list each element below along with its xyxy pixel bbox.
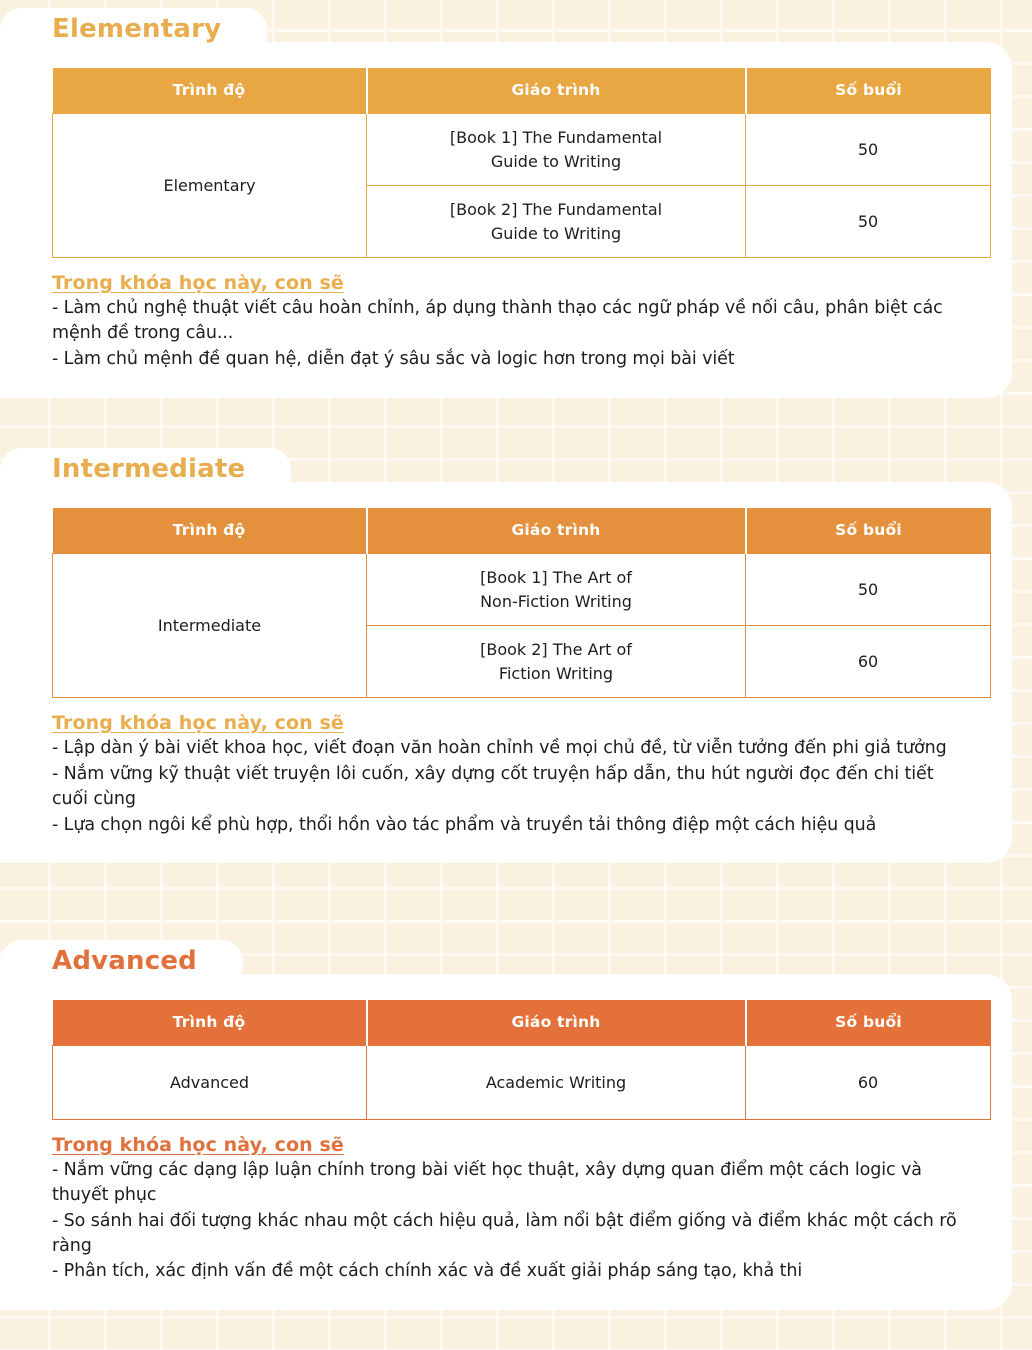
column-header-curriculum: Giáo trình bbox=[367, 1000, 746, 1046]
cell-curriculum bbox=[367, 114, 746, 186]
notes-list bbox=[52, 296, 970, 372]
curriculum-line-2: Fiction Writing bbox=[498, 663, 614, 683]
cell-curriculum bbox=[367, 186, 746, 258]
column-header-level: Trình độ bbox=[53, 508, 367, 554]
card-intermediate bbox=[0, 482, 1012, 864]
notes-list bbox=[52, 1158, 970, 1284]
cell-level: Intermediate bbox=[53, 554, 367, 698]
notes-intermediate bbox=[52, 712, 970, 837]
note-item: - Làm chủ nghệ thuật viết câu hoàn chỉnh, áp dụng thành thạo các ngữ pháp về nối câu, phân biệt các mệnh đề trong câu... bbox=[52, 298, 943, 343]
notes-heading: Trong khóa học này, con sẽ bbox=[52, 712, 344, 734]
note-item: - So sánh hai đối tượng khác nhau một cách hiệu quả, làm nổi bật điểm giống và điểm khác một cách rõ ràng bbox=[52, 1210, 957, 1256]
section-title-advanced: Advanced bbox=[52, 946, 197, 976]
notes-heading: Trong khóa học này, con sẽ bbox=[52, 272, 344, 294]
cell-level: Advanced bbox=[53, 1046, 367, 1120]
notes-advanced bbox=[52, 1134, 970, 1284]
column-header-sessions: Số buổi bbox=[746, 68, 991, 114]
column-header-curriculum: Giáo trình bbox=[367, 68, 746, 114]
column-header-curriculum: Giáo trình bbox=[367, 508, 746, 554]
cell-level: Elementary bbox=[53, 114, 367, 258]
notes-elementary bbox=[52, 272, 970, 372]
cell-curriculum bbox=[367, 626, 746, 698]
curriculum-line-1: [Book 1] The Art of bbox=[480, 568, 632, 588]
curriculum-line-1: [Book 1] The Fundamental bbox=[449, 128, 663, 148]
table-row bbox=[53, 554, 991, 626]
note-item: - Phân tích, xác định vấn đề một cách chính xác và đề xuất giải pháp sáng tạo, khả thi bbox=[52, 1261, 803, 1282]
table-row bbox=[53, 114, 991, 186]
note-item: - Lựa chọn ngôi kể phù hợp, thổi hồn vào tác phẩm và truyền tải thông điệp một cách hiệu quả bbox=[52, 814, 877, 835]
course-table-intermediate bbox=[52, 508, 991, 699]
curriculum-line-1: [Book 2] The Art of bbox=[480, 640, 632, 660]
section-tab-advanced bbox=[0, 940, 243, 988]
section-elementary bbox=[0, 8, 1032, 398]
column-header-level: Trình độ bbox=[53, 1000, 367, 1046]
notes-heading: Trong khóa học này, con sẽ bbox=[52, 1134, 344, 1156]
column-header-level: Trình độ bbox=[53, 68, 367, 114]
curriculum-line-2: Guide to Writing bbox=[490, 223, 622, 243]
curriculum-line-2: Non-Fiction Writing bbox=[480, 591, 632, 611]
section-tab-elementary bbox=[0, 8, 267, 56]
cell-sessions: 60 bbox=[746, 626, 991, 698]
section-advanced bbox=[0, 940, 1032, 1310]
cell-sessions: 50 bbox=[746, 114, 991, 186]
cell-sessions: 50 bbox=[746, 554, 991, 626]
section-title-intermediate: Intermediate bbox=[52, 454, 246, 484]
section-intermediate bbox=[0, 448, 1032, 863]
curriculum-line-1: [Book 2] The Fundamental bbox=[449, 200, 663, 220]
cell-curriculum bbox=[367, 554, 746, 626]
card-elementary bbox=[0, 42, 1012, 398]
cell-curriculum: Academic Writing bbox=[367, 1046, 746, 1120]
table-row bbox=[53, 1046, 991, 1120]
card-advanced bbox=[0, 974, 1012, 1311]
notes-list bbox=[52, 736, 970, 837]
cell-sessions: 50 bbox=[746, 186, 991, 258]
curriculum-line-2: Guide to Writing bbox=[490, 151, 622, 171]
course-table-advanced bbox=[52, 1000, 991, 1121]
note-item: - Lập dàn ý bài viết khoa học, viết đoạn văn hoàn chỉnh về mọi chủ đề, từ viễn tưởng đến phi giả tưởng bbox=[52, 738, 947, 758]
section-title-elementary: Elementary bbox=[52, 14, 222, 44]
table-header-row bbox=[53, 1000, 991, 1046]
table-header-row bbox=[53, 508, 991, 554]
course-table-elementary bbox=[52, 68, 991, 259]
cell-sessions: 60 bbox=[746, 1046, 991, 1120]
note-item: - Làm chủ mệnh đề quan hệ, diễn đạt ý sâu sắc và logic hơn trong mọi bài viết bbox=[52, 348, 735, 369]
note-item: - Nắm vững các dạng lập luận chính trong bài viết học thuật, xây dựng quan điểm một cách logic và thuyết phục bbox=[52, 1160, 922, 1205]
section-tab-intermediate bbox=[0, 448, 291, 496]
note-item: - Nắm vững kỹ thuật viết truyện lôi cuốn, xây dựng cốt truyện hấp dẫn, thu hút người đọc đến chi tiết cuối cùng bbox=[52, 763, 934, 809]
column-header-sessions: Số buổi bbox=[746, 1000, 991, 1046]
column-header-sessions: Số buổi bbox=[746, 508, 991, 554]
table-header-row bbox=[53, 68, 991, 114]
